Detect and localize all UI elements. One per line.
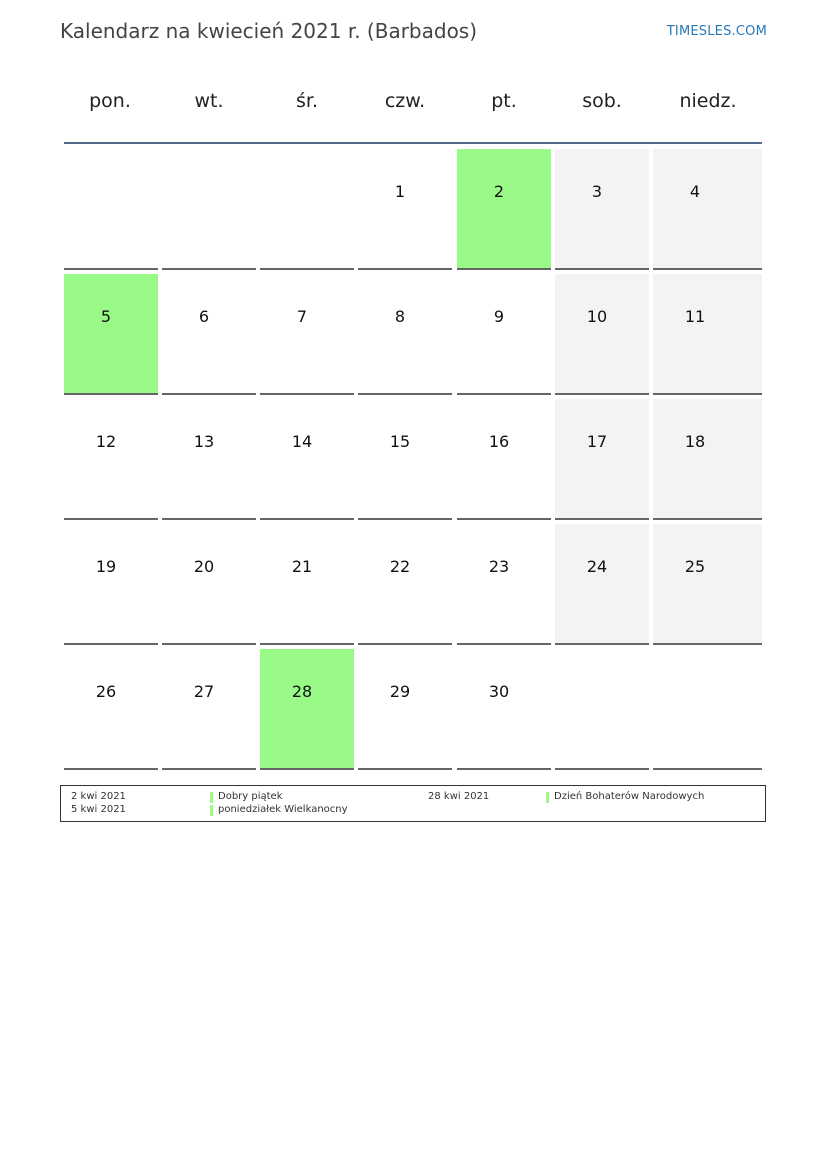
- day-number: 14: [291, 432, 313, 451]
- holiday-legend: [60, 785, 766, 822]
- empty-day-cell-monday: [64, 149, 158, 270]
- day-cell-27[interactable]: [162, 649, 256, 770]
- day-number: 11: [684, 307, 706, 326]
- day-number: 18: [684, 432, 706, 451]
- day-number: 4: [689, 182, 701, 201]
- day-number: 29: [389, 682, 411, 701]
- day-number: 16: [488, 432, 510, 451]
- empty-day-cell-sunday: [653, 649, 762, 770]
- day-cell-28[interactable]: [260, 649, 354, 770]
- day-cell-16[interactable]: [457, 399, 551, 520]
- day-number: 3: [591, 182, 603, 201]
- weekday-wednesday: śr.: [295, 90, 318, 112]
- day-number: 5: [100, 307, 112, 326]
- day-cell-10[interactable]: [555, 274, 649, 395]
- day-number: 8: [394, 307, 406, 326]
- day-number: 9: [493, 307, 505, 326]
- day-number: 17: [586, 432, 608, 451]
- legend-holiday-name: Dzień Bohaterów Narodowych: [554, 791, 705, 802]
- legend-date: 5 kwi 2021: [71, 804, 126, 815]
- weekday-sunday: niedz.: [679, 90, 737, 112]
- day-number: 15: [389, 432, 411, 451]
- brand-link[interactable]: TIMESLES.COM: [666, 24, 767, 39]
- day-cell-19[interactable]: [64, 524, 158, 645]
- day-number: 13: [193, 432, 215, 451]
- day-number: 19: [95, 557, 117, 576]
- legend-holiday-color-marker: [546, 792, 549, 803]
- day-number: 28: [291, 682, 313, 701]
- day-number: 12: [95, 432, 117, 451]
- day-cell-20[interactable]: [162, 524, 256, 645]
- day-cell-2[interactable]: [457, 149, 551, 270]
- day-cell-22[interactable]: [358, 524, 452, 645]
- day-number: 26: [95, 682, 117, 701]
- weekday-thursday: czw.: [384, 90, 426, 112]
- day-cell-7[interactable]: [260, 274, 354, 395]
- empty-day-cell-wednesday: [260, 149, 354, 270]
- legend-holiday-color-marker: [210, 805, 213, 816]
- day-cell-1[interactable]: [358, 149, 452, 270]
- weekday-saturday: sob.: [582, 90, 622, 112]
- weekday-tuesday: wt.: [194, 90, 224, 112]
- day-number: 30: [488, 682, 510, 701]
- legend-date: 28 kwi 2021: [428, 791, 490, 802]
- legend-holiday-name: Dobry piątek: [218, 791, 283, 802]
- day-number: 2: [493, 182, 505, 201]
- empty-day-cell-saturday: [555, 649, 649, 770]
- page-title: Kalendarz na kwiecień 2021 r. (Barbados): [60, 19, 478, 43]
- day-cell-25[interactable]: [653, 524, 762, 645]
- day-cell-9[interactable]: [457, 274, 551, 395]
- day-number: 20: [193, 557, 215, 576]
- day-number: 1: [394, 182, 406, 201]
- day-cell-11[interactable]: [653, 274, 762, 395]
- day-number: 21: [291, 557, 313, 576]
- weekday-friday: pt.: [491, 90, 517, 112]
- empty-day-cell-tuesday: [162, 149, 256, 270]
- day-number: 10: [586, 307, 608, 326]
- day-cell-3[interactable]: [555, 149, 649, 270]
- day-cell-23[interactable]: [457, 524, 551, 645]
- day-number: 6: [198, 307, 210, 326]
- day-cell-4[interactable]: [653, 149, 762, 270]
- day-number: 7: [296, 307, 308, 326]
- day-cell-8[interactable]: [358, 274, 452, 395]
- day-cell-15[interactable]: [358, 399, 452, 520]
- legend-date: 2 kwi 2021: [71, 791, 126, 802]
- day-cell-17[interactable]: [555, 399, 649, 520]
- day-cell-30[interactable]: [457, 649, 551, 770]
- day-cell-26[interactable]: [64, 649, 158, 770]
- day-cell-5[interactable]: [64, 274, 158, 395]
- day-number: 25: [684, 557, 706, 576]
- day-cell-24[interactable]: [555, 524, 649, 645]
- day-cell-6[interactable]: [162, 274, 256, 395]
- day-number: 27: [193, 682, 215, 701]
- legend-holiday-color-marker: [210, 792, 213, 803]
- day-cell-13[interactable]: [162, 399, 256, 520]
- day-cell-14[interactable]: [260, 399, 354, 520]
- day-number: 24: [586, 557, 608, 576]
- day-cell-21[interactable]: [260, 524, 354, 645]
- day-cell-29[interactable]: [358, 649, 452, 770]
- day-cell-18[interactable]: [653, 399, 762, 520]
- day-number: 22: [389, 557, 411, 576]
- day-cell-12[interactable]: [64, 399, 158, 520]
- day-number: 23: [488, 557, 510, 576]
- weekday-monday: pon.: [89, 90, 131, 112]
- legend-holiday-name: poniedziałek Wielkanocny: [218, 804, 348, 815]
